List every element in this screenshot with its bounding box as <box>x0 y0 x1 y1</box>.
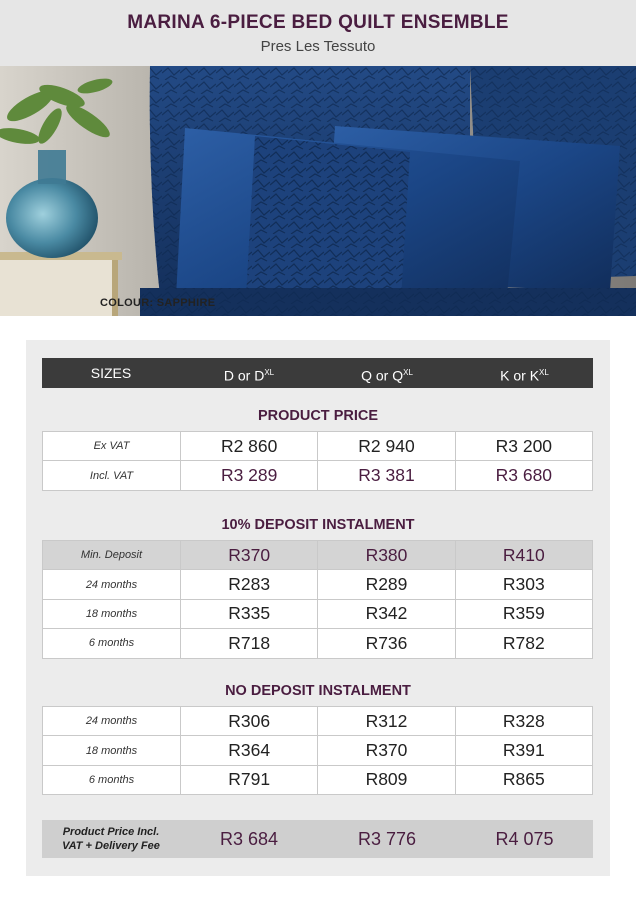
price-cell: R364 <box>181 736 318 765</box>
size-name: Q or Q <box>361 367 404 384</box>
product-subtitle: Pres Les Tessuto <box>260 38 376 55</box>
price-cell: R391 <box>455 736 592 765</box>
product-photo <box>0 66 636 316</box>
colour-label: COLOUR: SAPPHIRE <box>100 297 216 309</box>
table-row <box>43 541 593 570</box>
price-cell: R736 <box>318 629 455 658</box>
price-cell: R370 <box>318 736 455 765</box>
row-label: 24 months <box>43 707 181 736</box>
sizes-label: SIZES <box>90 365 132 381</box>
product-price-title: PRODUCT PRICE <box>257 408 379 424</box>
row-label: Min. Deposit <box>43 541 181 570</box>
size-name: D or D <box>223 367 265 384</box>
size-name: K or K <box>500 367 540 384</box>
deposit-instalment-table <box>42 540 593 659</box>
colour-label-box <box>0 290 314 316</box>
product-price-table <box>42 431 593 491</box>
total-price-cell: R4 075 <box>495 829 554 849</box>
table-row <box>43 707 593 736</box>
bedding-illustration <box>0 66 636 316</box>
price-cell: R370 <box>181 541 318 570</box>
table-row <box>43 599 593 628</box>
row-label: 24 months <box>43 570 181 599</box>
total-label-line2: VAT + Delivery Fee <box>62 840 160 852</box>
total-label-line1: Product Price Incl. <box>62 826 160 838</box>
size-column-king <box>456 358 593 388</box>
total-price-row <box>42 820 593 858</box>
size-suffix: XL <box>403 368 413 377</box>
table-row <box>43 570 593 599</box>
price-cell: R3 680 <box>455 461 592 490</box>
price-cell: R718 <box>181 629 318 658</box>
table-row <box>43 765 593 794</box>
price-cell: R328 <box>455 707 592 736</box>
price-cell: R3 289 <box>181 461 318 490</box>
price-cell: R283 <box>181 570 318 599</box>
deposit-instalment-title: 10% DEPOSIT INSTALMENT <box>221 517 415 533</box>
size-suffix: XL <box>264 368 275 377</box>
price-cell: R3 381 <box>318 461 455 490</box>
table-row <box>43 461 593 490</box>
table-row <box>43 432 593 461</box>
price-cell: R410 <box>455 541 592 570</box>
total-label <box>42 825 180 853</box>
total-price-cell: R3 684 <box>219 829 279 849</box>
price-cell: R342 <box>318 599 455 628</box>
price-cell: R359 <box>455 599 592 628</box>
product-title: MARINA 6-PIECE BED QUILT ENSEMBLE <box>127 12 509 33</box>
table-row <box>43 736 593 765</box>
price-cell: R865 <box>455 765 592 794</box>
row-label: 6 months <box>43 765 181 794</box>
page-header <box>0 0 636 66</box>
size-column-queen <box>318 358 456 388</box>
size-suffix: XL <box>539 368 549 377</box>
price-cell: R306 <box>181 707 318 736</box>
price-cell: R809 <box>318 765 455 794</box>
price-cell: R380 <box>318 541 455 570</box>
sizes-header-bar <box>42 358 593 388</box>
price-cell: R312 <box>318 707 455 736</box>
row-label: 18 months <box>43 599 181 628</box>
price-cell: R335 <box>181 599 318 628</box>
price-cell: R2 940 <box>318 432 455 461</box>
price-cell: R782 <box>455 629 592 658</box>
price-cell: R791 <box>181 765 318 794</box>
price-cell: R3 200 <box>455 432 592 461</box>
row-label: 18 months <box>43 736 181 765</box>
table-row <box>43 629 593 658</box>
price-cell: R289 <box>318 570 455 599</box>
row-label: Incl. VAT <box>43 461 181 490</box>
row-label: 6 months <box>43 629 181 658</box>
size-column-double <box>180 358 318 388</box>
no-deposit-instalment-title: NO DEPOSIT INSTALMENT <box>225 683 411 699</box>
row-label: Ex VAT <box>43 432 181 461</box>
price-cell: R303 <box>455 570 592 599</box>
total-price-cell: R3 776 <box>357 829 417 849</box>
price-cell: R2 860 <box>181 432 318 461</box>
no-deposit-instalment-table <box>42 706 593 795</box>
